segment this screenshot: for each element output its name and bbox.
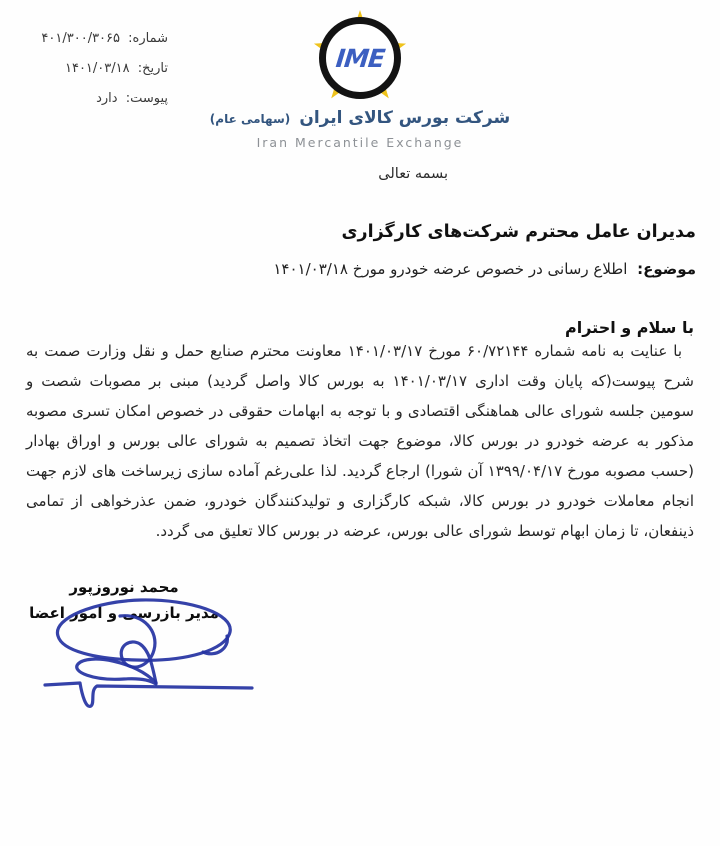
letter-number-label: شماره:: [128, 31, 168, 46]
signature-baseline-stroke: [45, 683, 252, 706]
company-name-fa-text: شرکت بورس کالای ایران: [299, 108, 511, 128]
letter-meta-block: [28, 24, 168, 114]
letter-attachment-label: پیوست:: [125, 91, 168, 106]
recipient-line: مدیران عامل محترم شرکت‌های کارگزاری: [341, 222, 696, 242]
letter-date-label: تاریخ:: [137, 61, 168, 76]
company-name-en: Iran Mercantile Exchange: [256, 135, 464, 150]
signer-name: محمد نوروزپور: [69, 578, 179, 596]
handwritten-signature-icon: [36, 594, 264, 714]
subject-text: اطلاع رسانی در خصوص عرضه خودرو مورخ ۱۴۰۱/۰۳/۱۸: [273, 260, 628, 278]
company-name-fa: [0, 108, 720, 128]
signature-teardrop-stroke: [120, 616, 156, 683]
logo-ring: [319, 17, 401, 99]
body-paragraph: با عنایت به نامه شماره ۶۰/۷۲۱۴۴ مورخ ۱۴۰۱/۰۳/۱۷ معاونت محترم صنایع حمل و نقل وزارت صمت به شرح پیوست(که پایان وقت اداری ۱۴۰۱/۰۳/۱۷ به بورس کالا واصل گردید) مبنی بر مصوبات شصت و سومین جلسه شورای عالی هماهنگی اقتصادی و با توجه به ابهامات حقوقی در خصوص امکان تسری مصوبه مذکور به عرضه خودرو در بورس کالا، موضوع جهت اتخاذ تصمیم به شورای عالی بورس و اوراق بهادار (حسب مصوبه مورخ ۱۳۹۹/۰۴/۱۷ آن شورا) ارجاع گردید. لذا علی‌رغم آماده سازی زیرساخت های لازم جهت انجام معاملات خودرو در بورس کالا، شبکه کارگزاری و تولیدکنندگان خودرو، ضمن عذرخواهی از تمامی ذینفعان، تا زمان ابهام توسط شورای عالی بورس، عرضه در بورس کالا تعلیق می گردد.: [26, 342, 694, 540]
besmeleh-text: بسمه تعالی: [378, 166, 448, 182]
company-type-fa-text: (سهامی عام): [209, 112, 291, 126]
letter-date-value: ۱۴۰۱/۰۳/۱۸: [64, 61, 130, 76]
letter-attachment-value: دارد: [96, 91, 118, 106]
subject-line: [273, 260, 696, 278]
salutation-line: با سلام و احترام: [565, 318, 694, 337]
ime-logo: [312, 10, 408, 106]
letter-number-value: ۴۰۱/۳۰۰/۳۰۶۵: [41, 31, 121, 46]
subject-label: موضوع:: [637, 260, 696, 278]
letter-number-row: [28, 24, 168, 54]
signer-title: مدیر بازرسی و امور اعضا: [29, 604, 219, 622]
letter-date-row: [28, 54, 168, 84]
ime-monogram: IME: [334, 43, 386, 73]
